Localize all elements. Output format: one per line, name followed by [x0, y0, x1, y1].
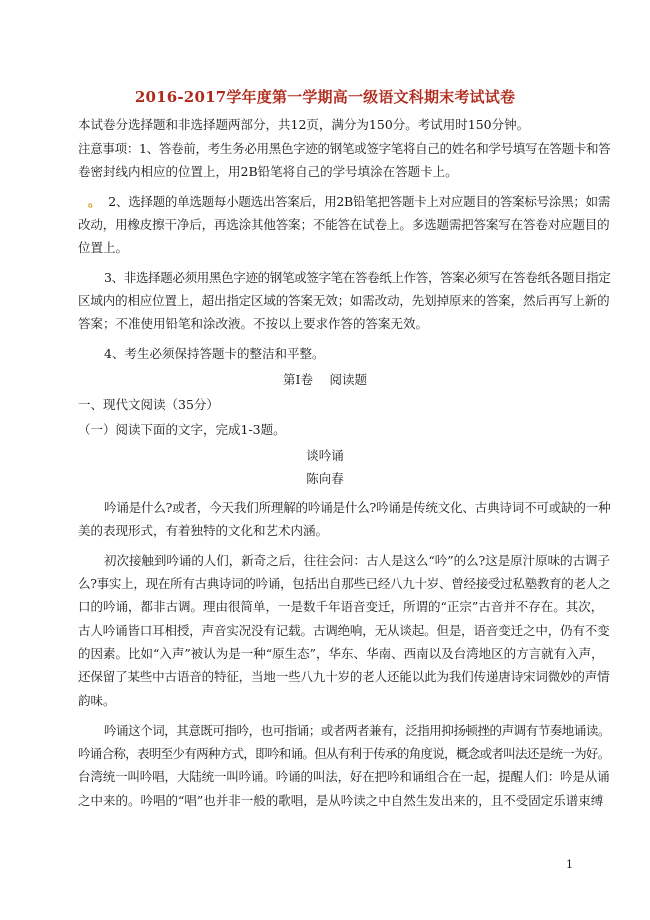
paragraph-line: 美的表现形式，有着独特的文化和艺术内涵。 — [78, 523, 329, 538]
note-1-line-1: 注意事项：1、答卷前，考生务必用黑色字迹的钢笔或签字笔将自己的姓名和学号填写在答题卡和答 — [78, 141, 611, 156]
part-heading: 第Ⅰ卷 阅读题 — [283, 372, 367, 387]
paragraph-line: 吟诵是什么?或者，今天我们所理解的吟诵是什么?吟诵是传统文化、古典诗词不可或缺的一种 — [104, 500, 611, 515]
paragraph-line: 吟诵合称，表明至少有两种方式，即吟和诵。但从有利于传承的角度说，概念或者叫法还是统一为好。 — [78, 746, 610, 761]
note-1-line-2: 卷密封线内相应的位置上，用2B铅笔将自己的学号填涂在答题卡上。 — [78, 164, 458, 179]
note-2-dot: 。 — [88, 194, 101, 209]
paragraph-line: 之中来的。吟唱的“唱”也并非一般的歌唱，是从吟读之中自然生发出来的，且不受固定乐谱束缚 — [78, 793, 604, 808]
paragraph-line: 台湾统一叫吟唱，大陆统一叫吟诵。吟诵的叫法，好在把吟和诵组合在一起，提醒人们：吟是从诵 — [78, 769, 610, 784]
note-2-line-1-text: 2、选择题的单选题每小题选出答案后，用2B铅笔把答题卡上对应题目的答案标号涂黑；如需 — [108, 194, 611, 209]
note-3-line-3: 答案；不准使用铅笔和涂改液。不按以上要求作答的答案无效。 — [78, 316, 429, 331]
page-number: 1 — [566, 858, 573, 871]
note-2-line-2: 改动，用橡皮擦干净后，再选涂其他答案；不能答在试卷上。多选题需把答案写在答卷对应题目的 — [78, 217, 610, 232]
paragraph-line: 吟诵这个词，其意既可指吟，也可指诵；或者两者兼有，泛指用抑扬顿挫的声调有节奏地诵读。 — [104, 723, 611, 738]
paragraph-line: 口的吟诵，都非古调。理由很简单，一是数千年语音变迁，所谓的“正宗”古音并不存在。其次， — [78, 599, 604, 614]
exam-title: 2016-2017学年度第一学期高一级语文科期末考试试卷 — [134, 88, 516, 106]
paragraph-line: 古人吟诵皆口耳相授，声音实况没有记载。古调绝响，无从谈起。但是，语音变迁之中，仍有不变 — [78, 623, 610, 638]
paragraph-line: 初次接触到吟诵的人们，新奇之后，往往会问：古人是这么“吟”的么?这是原汁原味的古调子 — [104, 553, 610, 568]
essay-author: 陈向春 — [306, 471, 344, 486]
paragraph-line: 还保留了某些中古语音的特征，当地一些八九十岁的老人还能以此为我们传递唐诗宋词微妙的声情 — [78, 669, 610, 684]
note-4: 4、考生必须保持答题卡的整洁和平整。 — [104, 346, 325, 361]
note-3-line-2: 区域内的相应位置上，超出指定区域的答案无效；如需改动，先划掉原来的答案，然后再写上新的 — [78, 293, 610, 308]
note-2-line-1 — [88, 194, 610, 209]
subsection-instruction: （一）阅读下面的文字，完成1-3题。 — [78, 422, 286, 437]
paragraph-line: 么?事实上，现在所有古典诗词的吟诵，包括出自那些已经八九十岁、曾经接受过私塾教育的老人之 — [78, 576, 611, 591]
note-3-line-1: 3、非选择题必须用黑色字迹的钢笔或签字笔在答卷纸上作答，答案必须写在答卷纸各题目指定 — [104, 270, 611, 285]
paragraph-line: 韵味。 — [78, 693, 116, 708]
essay-title: 谈吟诵 — [306, 448, 344, 463]
section-heading: 一、现代文阅读（35分） — [78, 397, 219, 412]
note-2-line-3: 位置上。 — [78, 240, 129, 255]
intro-text: 本试卷分选择题和非选择题两部分，共12页，满分为150分。考试用时150分钟。 — [78, 117, 530, 132]
paragraph-line: 的因素。比如“入声”被认为是一种“原生态”，华东、华南、西南以及台湾地区的方言就有入声， — [78, 646, 604, 661]
